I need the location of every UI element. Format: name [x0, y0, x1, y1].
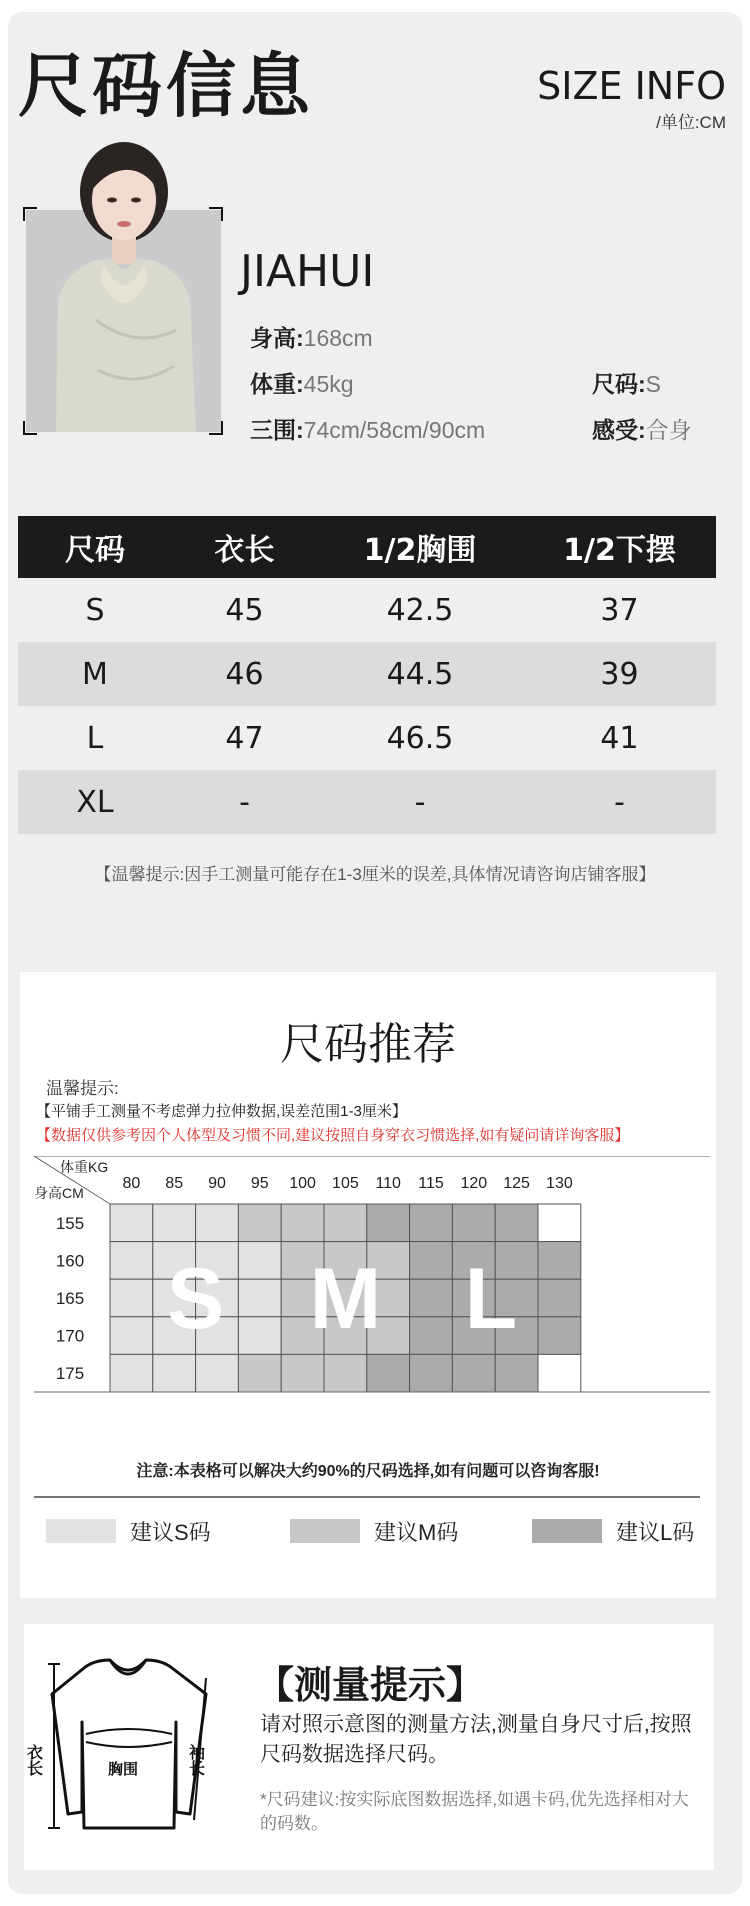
grid-cell-S — [196, 1204, 239, 1242]
legend-item-l — [532, 1518, 694, 1544]
header-cell: 1/2下摆 — [563, 533, 676, 568]
weight-tick-label: 125 — [503, 1175, 530, 1192]
table-row — [18, 578, 716, 642]
legend-label: 建议S码 — [130, 1519, 211, 1545]
grid-cell-S — [110, 1354, 153, 1392]
legend-item-m — [290, 1518, 458, 1544]
table-cell: - — [239, 784, 250, 820]
size-overlay-letter: L — [464, 1251, 518, 1347]
corner-label-height: 身高CM — [34, 1185, 84, 1201]
model-height — [250, 320, 373, 353]
grid-cell-L — [410, 1279, 453, 1317]
recommendation-title: 尺码推荐 — [280, 1019, 456, 1070]
grid-cell-S — [238, 1317, 281, 1355]
weight-tick-label: 110 — [375, 1175, 401, 1192]
weight-tick-label: 90 — [208, 1175, 226, 1192]
photo-corner — [23, 421, 37, 435]
table-cell: 46 — [225, 656, 264, 692]
legend-label: 建议L码 — [616, 1519, 695, 1545]
weight-value: 45kg — [303, 371, 354, 397]
size-table — [18, 516, 716, 834]
grid-cell-S — [153, 1354, 196, 1392]
size-overlay-letter: S — [166, 1251, 225, 1347]
table-cell: 37 — [600, 592, 639, 628]
table-cell: M — [82, 656, 108, 692]
legend-swatch — [290, 1519, 360, 1543]
header-cell: 1/2胸围 — [363, 533, 477, 568]
grid-cell-M — [238, 1354, 281, 1392]
measure-title: 【测量提示】 — [256, 1663, 485, 1707]
height-tick-label: 155 — [55, 1213, 85, 1233]
photo-corner — [23, 207, 37, 221]
weight-label: 体重: — [250, 371, 304, 397]
tip-warning: 【数据仅供参考因个人体型及习惯不同,建议按照自身穿衣习惯选择,如有疑问请详询客服】 — [36, 1127, 630, 1144]
grid-cell-M — [238, 1204, 281, 1242]
grid-cell-L — [410, 1317, 453, 1355]
grid-cell-S — [110, 1242, 153, 1280]
grid-cell-L — [410, 1204, 453, 1242]
measure-label: 三围: — [250, 417, 304, 443]
grid-note: 注意:本表格可以解决大约90%的尺码选择,如有问题可以咨询客服! — [136, 1463, 600, 1480]
model-photo — [18, 130, 228, 440]
size-table-header — [18, 516, 716, 578]
measurement-tip: 【温馨提示:因手工测量可能存在1-3厘米的误差,具体情况请咨询店铺客服】 — [94, 865, 656, 884]
legend-item-s — [46, 1518, 211, 1544]
feel-value: 合身 — [645, 417, 692, 443]
measure-note: *尺码建议:按实际底图数据选择,如遇卡码,优先选择相对大的码数。 — [260, 1790, 689, 1833]
measure-description: 请对照示意图的测量方法,测量自身尺寸后,按照尺码数据选择尺码。 — [260, 1713, 692, 1766]
height-tick-label: 165 — [55, 1289, 85, 1308]
table-cell: 46.5 — [386, 720, 454, 756]
tip-heading: 温馨提示: — [46, 1079, 119, 1098]
grid-cell-M — [324, 1204, 367, 1242]
weight-tick-label: 85 — [165, 1175, 184, 1192]
grid-cell-S — [110, 1279, 153, 1317]
grid-cell-- — [538, 1204, 581, 1242]
grid-cell-L — [452, 1204, 495, 1242]
measurement-card — [24, 1624, 714, 1870]
grid-cell-L — [410, 1354, 453, 1392]
grid-cell-L — [538, 1242, 581, 1280]
model-measurements — [250, 412, 485, 445]
grid-cell-L — [452, 1354, 495, 1392]
table-cell: S — [85, 592, 105, 628]
label-length: 衣长 — [24, 1744, 44, 1776]
label-chest: 胸围 — [108, 1760, 139, 1778]
legend-swatch — [532, 1519, 602, 1543]
weight-tick-label: 115 — [418, 1175, 444, 1192]
grid-cell-- — [538, 1354, 581, 1392]
weight-tick-label: 130 — [546, 1175, 573, 1192]
table-cell: - — [414, 784, 426, 820]
model-weight — [250, 366, 354, 399]
measure-value: 74cm/58cm/90cm — [303, 417, 486, 443]
model-size — [592, 366, 661, 399]
grid-cell-S — [238, 1242, 281, 1280]
table-row — [18, 642, 716, 706]
weight-tick-label: 100 — [289, 1175, 316, 1192]
divider — [34, 1496, 700, 1498]
grid-cell-S — [196, 1354, 239, 1392]
table-row — [18, 770, 716, 834]
header-cell: 尺码 — [65, 533, 125, 568]
grid-cell-L — [367, 1204, 410, 1242]
table-cell: 41 — [600, 720, 639, 756]
size-label: 尺码: — [592, 371, 646, 397]
page-title: 尺码信息 — [18, 45, 314, 127]
table-cell: 42.5 — [386, 592, 454, 628]
table-cell: 39 — [600, 656, 639, 692]
grid-cell-M — [281, 1354, 324, 1392]
table-cell: L — [86, 720, 104, 756]
feel-label: 感受: — [592, 417, 646, 443]
model-feel — [592, 412, 692, 445]
table-cell: XL — [76, 784, 114, 820]
height-tick-label: 170 — [55, 1326, 85, 1346]
height-tick-label: 175 — [55, 1364, 85, 1384]
grid-cell-M — [281, 1204, 324, 1242]
legend-swatch — [46, 1519, 116, 1543]
tip-line: 【平铺手工测量不考虑弹力拉伸数据,误差范围1-3厘米】 — [36, 1103, 407, 1120]
grid-cell-L — [538, 1317, 581, 1355]
unit-label: /单位:CM — [656, 113, 726, 132]
model-figure — [36, 130, 216, 432]
table-cell: - — [614, 784, 625, 820]
height-tick-label: 160 — [55, 1251, 85, 1271]
weight-tick-label: 95 — [250, 1175, 269, 1192]
grid-cell-M — [324, 1354, 367, 1392]
size-recommendation-grid — [34, 1156, 710, 1446]
table-cell: 47 — [225, 720, 264, 756]
height-value: 168cm — [303, 325, 373, 351]
grid-cell-L — [495, 1204, 538, 1242]
table-cell: 45 — [225, 592, 264, 628]
grid-cell-S — [153, 1204, 196, 1242]
garment-diagram — [24, 1624, 224, 1870]
page-title-en: SIZE INFO — [537, 64, 726, 108]
size-value: S — [645, 371, 662, 397]
table-row — [18, 706, 716, 770]
size-recommendation-card — [20, 972, 716, 1598]
label-sleeve: 袖长 — [186, 1744, 206, 1776]
size-overlay-letter: M — [309, 1251, 382, 1347]
grid-cell-L — [410, 1242, 453, 1280]
weight-tick-label: 120 — [460, 1175, 488, 1192]
grid-cell-L — [538, 1279, 581, 1317]
legend-label: 建议M码 — [374, 1519, 459, 1545]
grid-cell-S — [238, 1279, 281, 1317]
header-cell: 衣长 — [214, 533, 275, 568]
grid-cell-S — [110, 1204, 153, 1242]
height-label: 身高: — [250, 325, 304, 351]
corner-label-weight: 体重KG — [60, 1159, 109, 1175]
grid-cell-L — [495, 1354, 538, 1392]
weight-tick-label: 105 — [332, 1175, 359, 1192]
grid-cell-L — [367, 1354, 410, 1392]
table-cell: 44.5 — [386, 656, 454, 692]
grid-cell-S — [110, 1317, 153, 1355]
model-name: JIAHUI — [240, 246, 375, 297]
weight-tick-label: 80 — [122, 1175, 141, 1192]
